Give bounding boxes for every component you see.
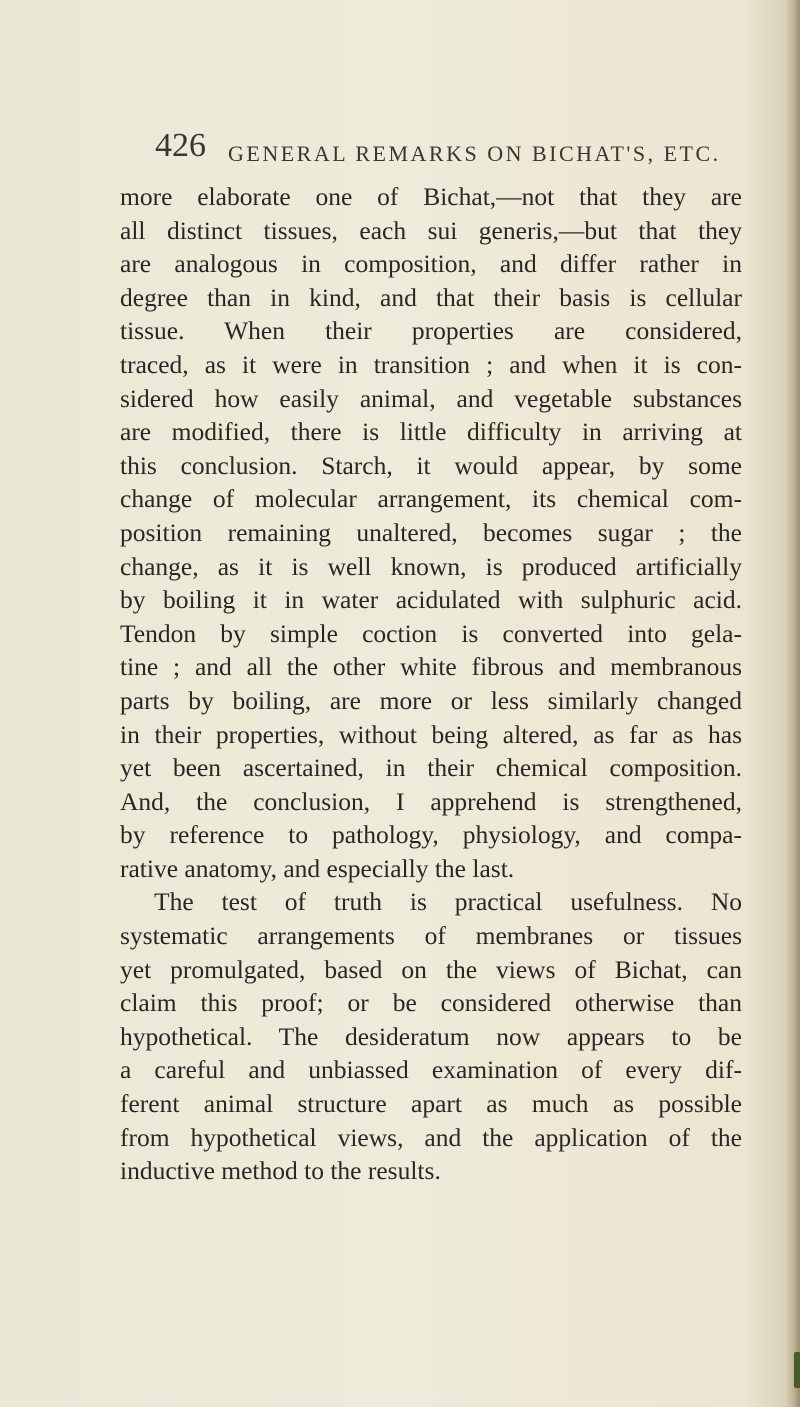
page-number: 426	[155, 127, 206, 164]
text-line: And, the conclusion, I apprehend is strengthened,	[120, 786, 742, 816]
text-line-paragraph-end: inductive method to the results.	[120, 1156, 441, 1186]
body-text	[120, 180, 742, 1188]
text-line: change, as it is well known, is produced artificially	[120, 551, 742, 581]
text-line: position remaining unaltered, becomes sugar ; the	[120, 517, 742, 547]
text-line: Tendon by simple coction is converted into gela-	[120, 618, 742, 648]
text-line: sidered how easily animal, and vegetable substances	[120, 383, 742, 413]
text-line: yet promulgated, based on the views of Bichat, can	[120, 954, 742, 984]
text-line: systematic arrangements of membranes or tissues	[120, 921, 742, 951]
text-line-paragraph-end: rative anatomy, and especially the last.	[120, 853, 515, 883]
text-line: yet been ascertained, in their chemical composition.	[120, 753, 742, 783]
text-line: hypothetical. The desideratum now appears to be	[120, 1021, 742, 1051]
text-line: ferent animal structure apart as much as possible	[120, 1089, 742, 1119]
text-line: from hypothetical views, and the application of the	[120, 1122, 742, 1152]
text-line: a careful and unbiassed examination of every dif-	[120, 1055, 742, 1085]
text-line: parts by boiling, are more or less similarly changed	[120, 685, 742, 715]
text-line: degree than in kind, and that their basis is cellular	[120, 282, 742, 312]
text-line: traced, as it were in transition ; and when it is con-	[120, 349, 742, 379]
page-edge-mark	[794, 1352, 800, 1388]
text-line: in their properties, without being altered, as far as has	[120, 719, 742, 749]
running-head: GENERAL REMARKS ON BICHAT'S, ETC.	[228, 141, 721, 166]
text-line: by boiling it in water acidulated with sulphuric acid.	[120, 585, 742, 615]
text-line: are modified, there is little difficulty in arriving at	[120, 417, 742, 447]
text-line: all distinct tissues, each sui generis,—but that they	[120, 215, 742, 245]
text-line: claim this proof; or be considered otherwise than	[120, 988, 742, 1018]
text-line: tissue. When their properties are considered,	[120, 316, 742, 346]
text-line: more elaborate one of Bichat,—not that they are	[120, 182, 742, 211]
text-line: tine ; and all the other white fibrous and membranous	[120, 652, 742, 682]
page-edge-shadow	[786, 0, 800, 1407]
text-line: by reference to pathology, physiology, and compa-	[120, 820, 742, 850]
page-header	[155, 126, 755, 172]
text-line-paragraph-start: The test of truth is practical usefulness. No	[154, 887, 742, 917]
text-line: are analogous in composition, and differ rather in	[120, 249, 742, 279]
text-line: change of molecular arrangement, its chemical com-	[120, 484, 742, 514]
text-line: this conclusion. Starch, it would appear, by some	[120, 450, 742, 480]
